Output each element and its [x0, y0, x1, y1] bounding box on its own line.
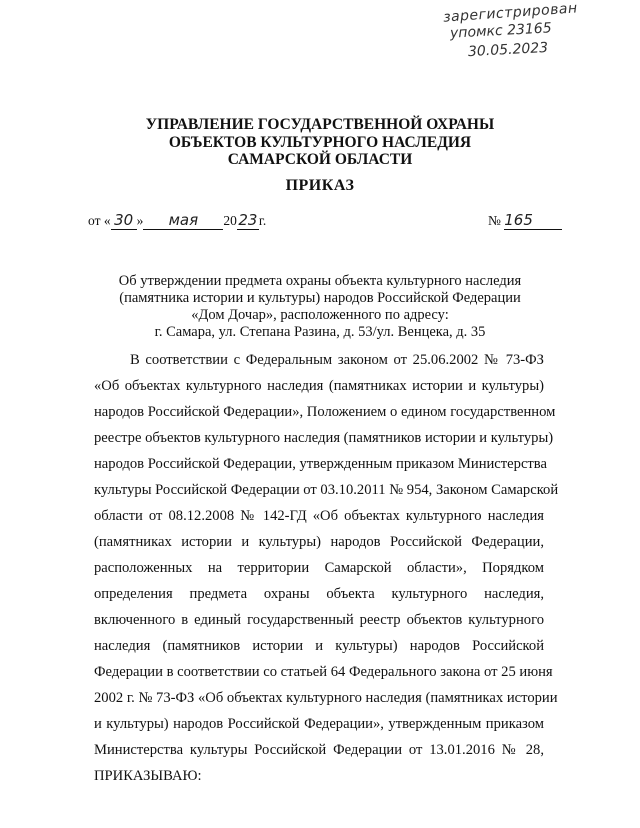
date-middle: » — [136, 213, 144, 228]
body-line-ordering: ПРИКАЗЫВАЮ: — [94, 768, 202, 784]
body-line: наследия (памятников истории и культуры) народов Российской — [94, 638, 544, 654]
body-line: определения предмета охраны объекта культурного наследия, — [94, 586, 544, 602]
subject-line-3: «Дом Дочар», расположенного по адресу: — [191, 307, 449, 323]
body-line: расположенных на территории Самарской области», Порядком — [94, 560, 544, 576]
body-line: области от 08.12.2008 № 142-ГД «Об объектах культурного наследия — [94, 508, 544, 524]
date-suffix: г. — [258, 213, 267, 228]
order-date — [88, 211, 266, 230]
date-prefix: от « — [88, 213, 111, 228]
body-line: Федерации в соответствии со статьей 64 Федерального закона от 25 июня — [94, 664, 553, 680]
number-value: 165 — [504, 211, 562, 230]
date-month: мая — [143, 211, 223, 230]
subject-line-1: Об утверждении предмета охраны объекта культурного наследия — [118, 273, 522, 289]
handwritten-registration-number: упомкс 23165 — [449, 20, 553, 42]
organization-title-line-2: ОБЪЕКТОВ КУЛЬТУРНОГО НАСЛЕДИЯ — [168, 134, 472, 151]
body-line: народов Российской Федерации», Положением о едином государственном — [94, 404, 556, 420]
document-type: ПРИКАЗ — [285, 177, 355, 194]
date-year-prefix: 20 — [223, 213, 237, 228]
body-line: включенного в единый государственный реестр объектов культурного — [94, 612, 544, 628]
body-line: В соответствии с Федеральным законом от 25.06.2002 № 73-ФЗ — [130, 352, 544, 368]
body-line: народов Российской Федерации, утвержденным приказом Министерства — [94, 456, 547, 472]
subject-line-4: г. Самара, ул. Степана Разина, д. 53/ул. Венцека, д. 35 — [154, 324, 486, 340]
handwritten-registration-note: зарегистрирован — [442, 0, 579, 26]
subject-line-2: (памятника истории и культуры) народов Российской Федерации — [119, 290, 521, 306]
body-line: Министерства культуры Российской Федерации от 13.01.2016 № 28, — [94, 742, 544, 758]
date-year-suffix: 23 — [238, 211, 258, 229]
date-day: 30 — [111, 211, 137, 230]
organization-title-line-3: САМАРСКОЙ ОБЛАСТИ — [227, 151, 413, 168]
body-line: реестре объектов культурного наследия (памятников истории и культуры) — [94, 430, 554, 446]
number-prefix: № — [488, 213, 501, 228]
handwritten-registration-date: 30.05.2023 — [467, 39, 549, 61]
body-line: культуры Российской Федерации от 03.10.2011 № 954, Законом Самарской — [94, 482, 559, 498]
order-number — [488, 211, 562, 230]
organization-title-line-1: УПРАВЛЕНИЕ ГОСУДАРСТВЕННОЙ ОХРАНЫ — [145, 116, 495, 133]
body-line: (памятниках истории и культуры) народов Российской Федерации, — [94, 534, 544, 550]
body-line: 2002 г. № 73-ФЗ «Об объектах культурного наследия (памятниках истории — [94, 690, 558, 706]
body-line: «Об объектах культурного наследия (памятниках истории и культуры) — [94, 378, 544, 394]
body-line: и культуры) народов Российской Федерации», утвержденным приказом — [94, 716, 544, 732]
